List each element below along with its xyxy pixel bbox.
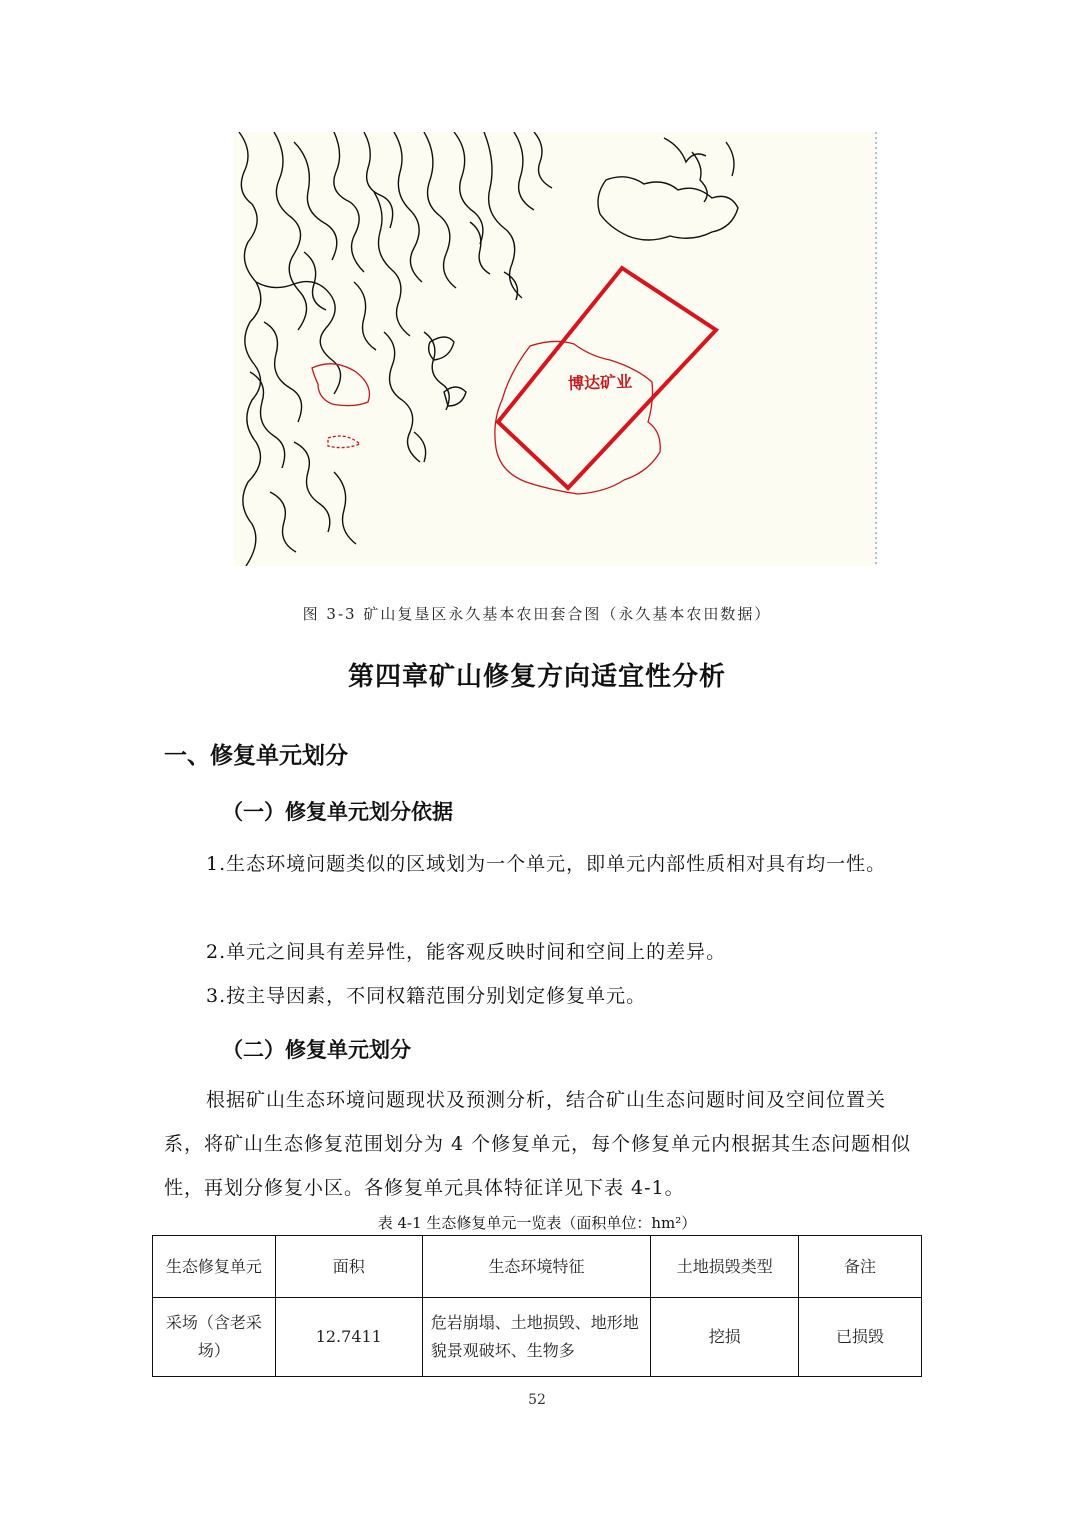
division-paragraph: 根据矿山生态环境问题现状及预测分析，结合矿山生态问题时间及空间位置关系，将矿山生态修复范围划分为 4 个修复单元，每个修复单元内根据其生态问题相似性，再划分修复小区。各修复单元具体特征详见下表 4-1。	[164, 1089, 912, 1199]
map-drawing	[234, 132, 878, 566]
figure-caption: 图 3-3 矿山复垦区永久基本农田套合图（永久基本农田数据）	[302, 605, 772, 623]
map-figure	[234, 132, 878, 566]
subsection-heading-basis: （一）修复单元划分依据	[222, 799, 453, 824]
table-header-cell: 土地损毁类型	[651, 1236, 799, 1298]
page-number: 52	[528, 1392, 546, 1408]
table-cell: 危岩崩塌、土地损毁、地形地貌景观破坏、生物多	[422, 1298, 651, 1377]
basis-item-3: 3.按主导因素，不同权籍范围分别划定修复单元。	[206, 985, 647, 1007]
table-header-cell: 备注	[799, 1236, 922, 1298]
table-header-cell: 生态修复单元	[153, 1236, 276, 1298]
basis-item-2: 2.单元之间具有差异性，能客观反映时间和空间上的差异。	[206, 941, 727, 963]
subsection-heading-division: （二）修复单元划分	[222, 1037, 411, 1062]
coastline-outlines	[239, 132, 738, 566]
table-header-cell: 面积	[275, 1236, 422, 1298]
restoration-unit-table	[152, 1235, 922, 1377]
table-cell: 挖损	[651, 1298, 799, 1377]
farmland-outlines	[312, 341, 660, 494]
table-cell: 采场（含老采场）	[153, 1298, 276, 1377]
section-heading: 一、修复单元划分	[164, 742, 348, 769]
table-row	[153, 1298, 922, 1377]
table-cell: 已损毁	[799, 1298, 922, 1377]
map-mine-label: 博达矿业	[567, 371, 633, 394]
table-header-cell: 生态环境特征	[422, 1236, 651, 1298]
basis-item-1: 1.生态环境问题类似的区域划为一个单元，即单元内部性质相对具有均一性。	[206, 853, 887, 875]
table-cell: 12.7411	[275, 1298, 422, 1377]
table-caption: 表 4-1 生态修复单元一览表（面积单位：hm²）	[377, 1214, 697, 1232]
table-header-row	[153, 1236, 922, 1298]
chapter-title: 第四章矿山修复方向适宜性分析	[347, 662, 726, 692]
